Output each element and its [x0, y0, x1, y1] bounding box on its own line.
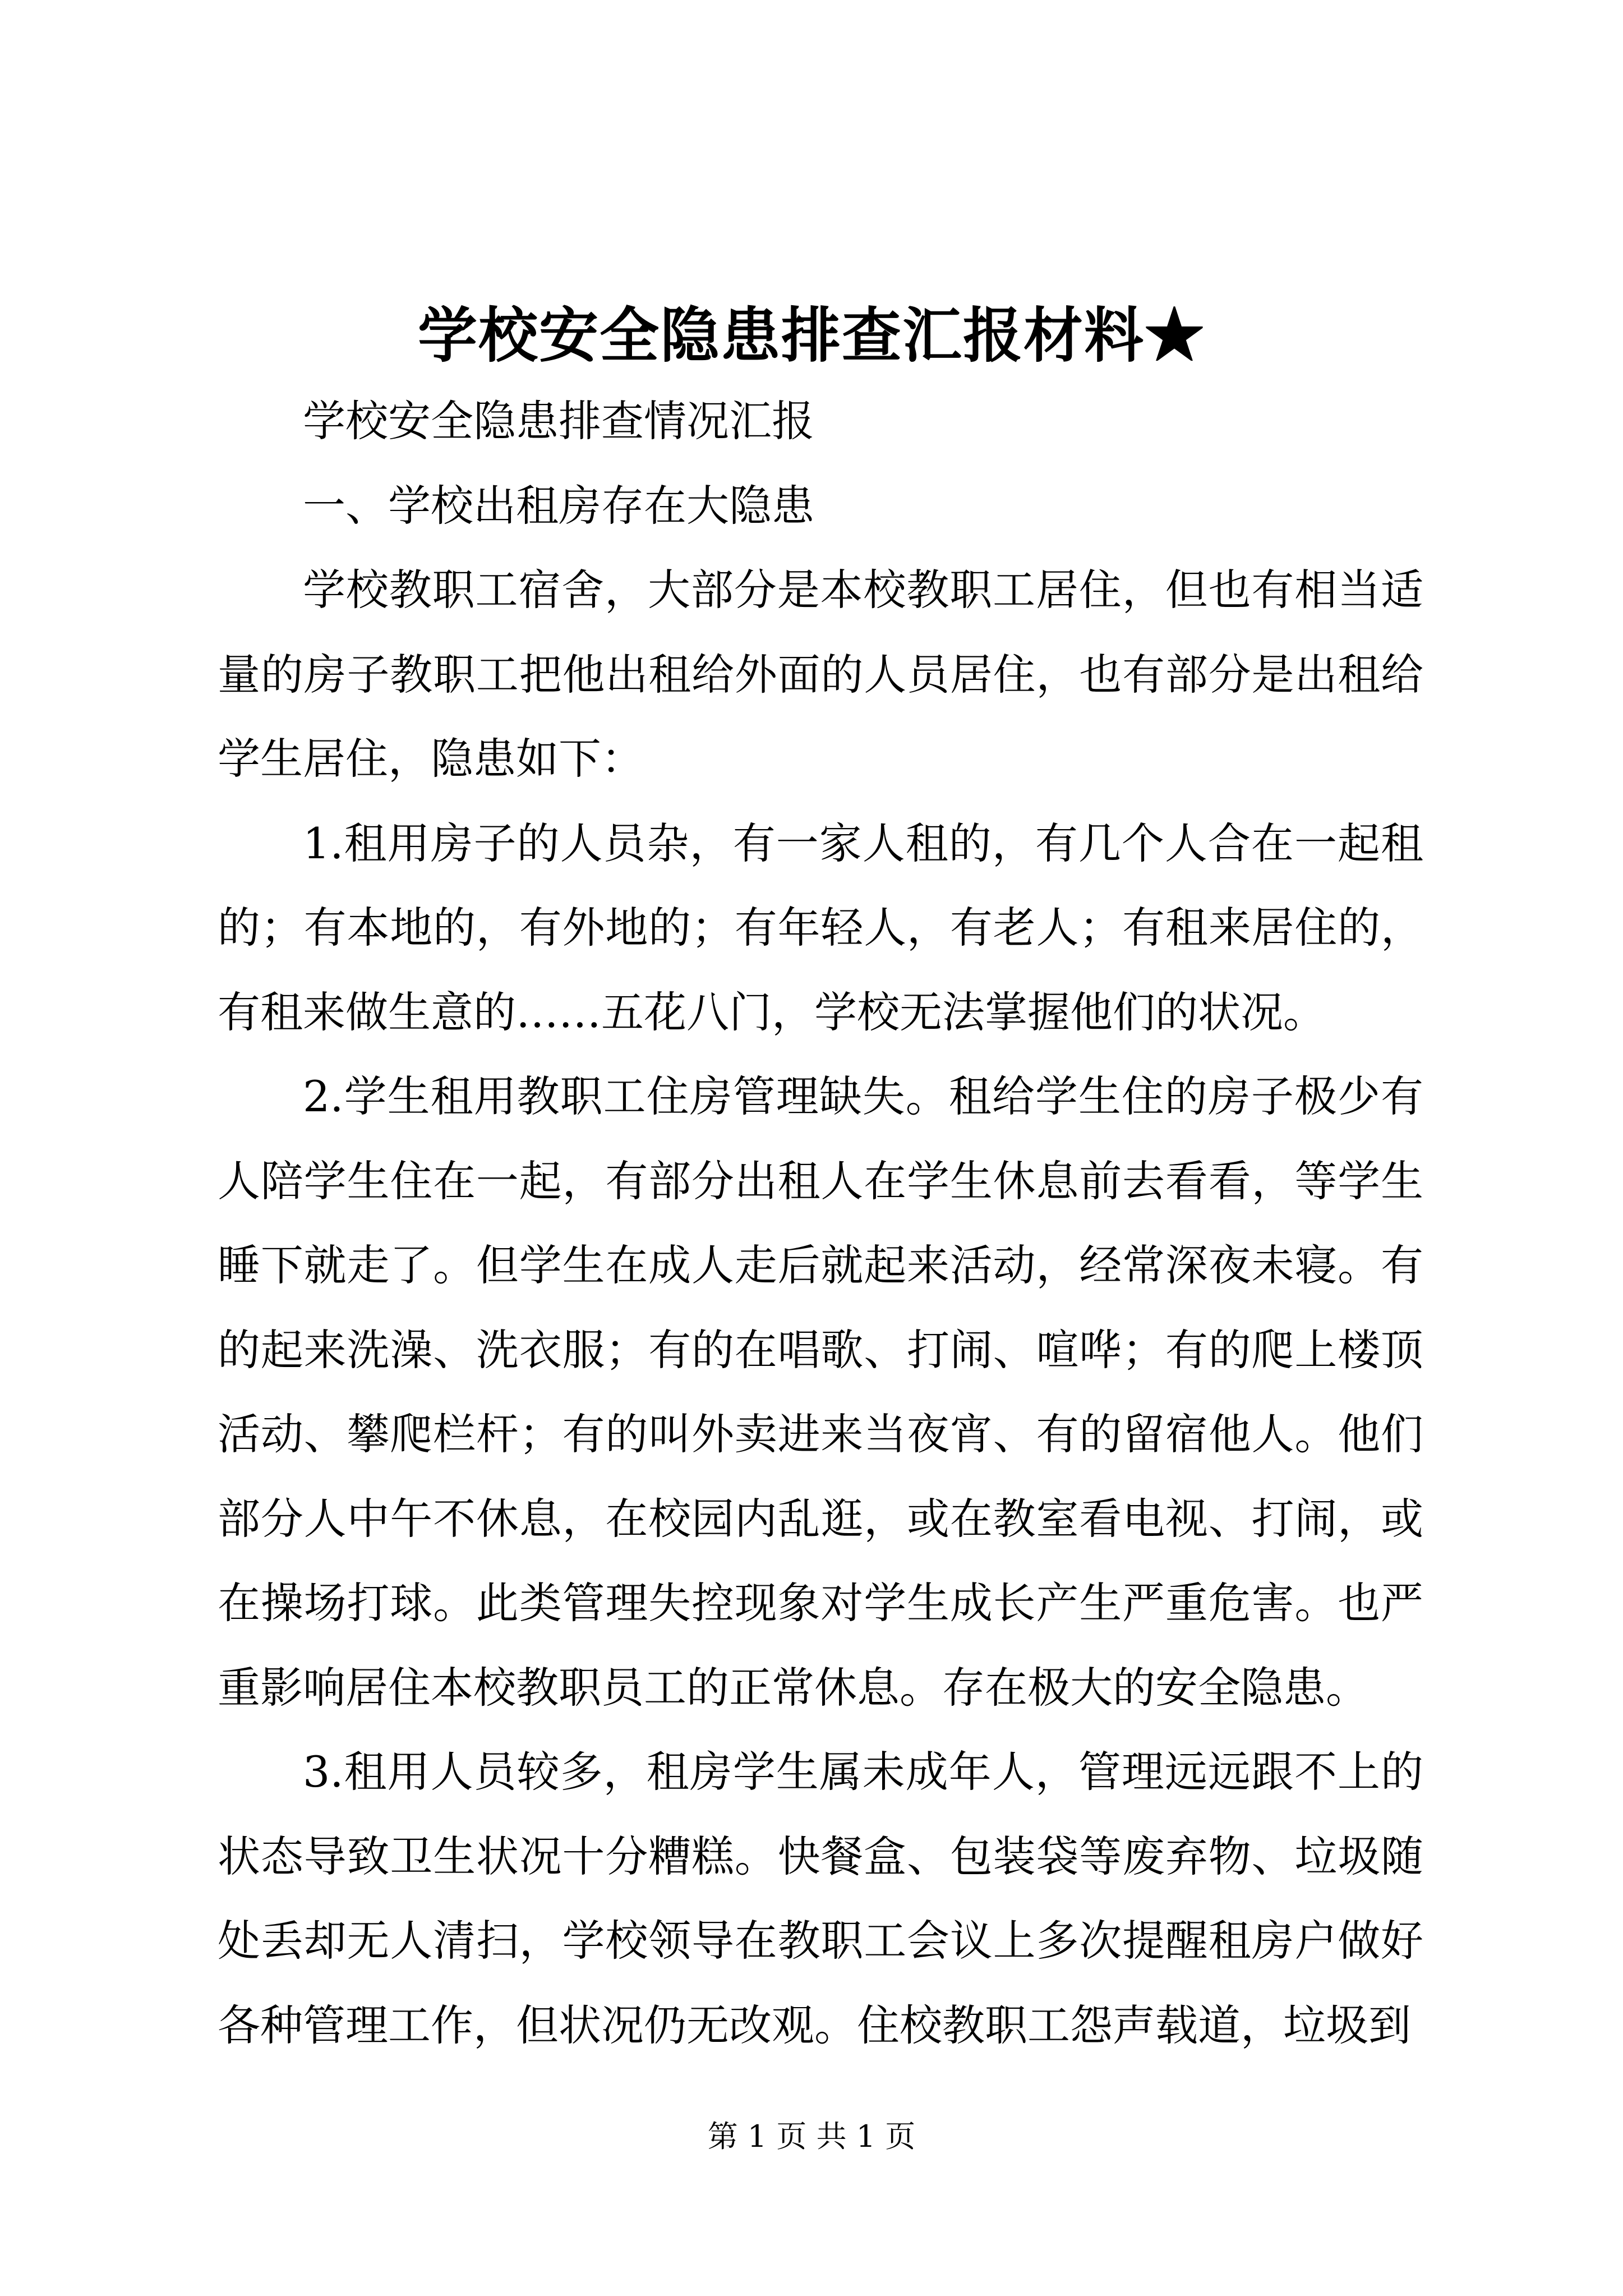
paragraph: 学校教职工宿舍，大部分是本校教职工居住，但也有相当适量的房子教职工把他出租给外面的人员居住，也有部分是出租给学生居住，隐患如下： [218, 565, 1423, 784]
paragraph-report-heading: 学校安全隐患排查情况汇报 [303, 396, 814, 446]
paragraph: 1.租用房子的人员杂，有一家人租的，有几个人合在一起租的；有本地的，有外地的；有年轻人，有老人；有租来居住的，有租来做生意的……五花八门，学校无法掌握他们的状况。 [218, 818, 1423, 1037]
document-title: 学校安全隐患排查汇报材料★ [418, 300, 1205, 370]
page-number-footer: 第 1 页 共 1 页 [707, 2119, 916, 2154]
document-body [218, 379, 1423, 2068]
paragraph-section-heading: 一、学校出租房存在大隐患 [303, 480, 814, 531]
paragraph: 2.学生租用教职工住房管理缺失。租给学生住的房子极少有人陪学生住在一起，有部分出租人在学生休息前去看看，等学生睡下就走了。但学生在成人走后就起来活动，经常深夜未寝。有的起来洗澡、洗衣服；有的在唱歌、打闹、喧哗；有的爬上楼顶活动、攀爬栏杆；有的叫外卖进来当夜宵、有的留宿他人。他们部分人中午不休息，在校园内乱逛，或在教室看电视、打闹，或在操场打球。此类管理失控现象对学生成长产生严重危害。也严重影响居住本校教职员工的正常休息。存在极大的安全隐患。 [218, 1071, 1423, 1713]
paragraph: 3.租用人员较多，租房学生属未成年人，管理远远跟不上的状态导致卫生状况十分糟糕。快餐盒、包装袋等废弃物、垃圾随处丢却无人清扫，学校领导在教职工会议上多次提醒租房户做好各种管理工作，但状况仍无改观。住校教职工怨声载道，垃圾到 [218, 1747, 1423, 2050]
